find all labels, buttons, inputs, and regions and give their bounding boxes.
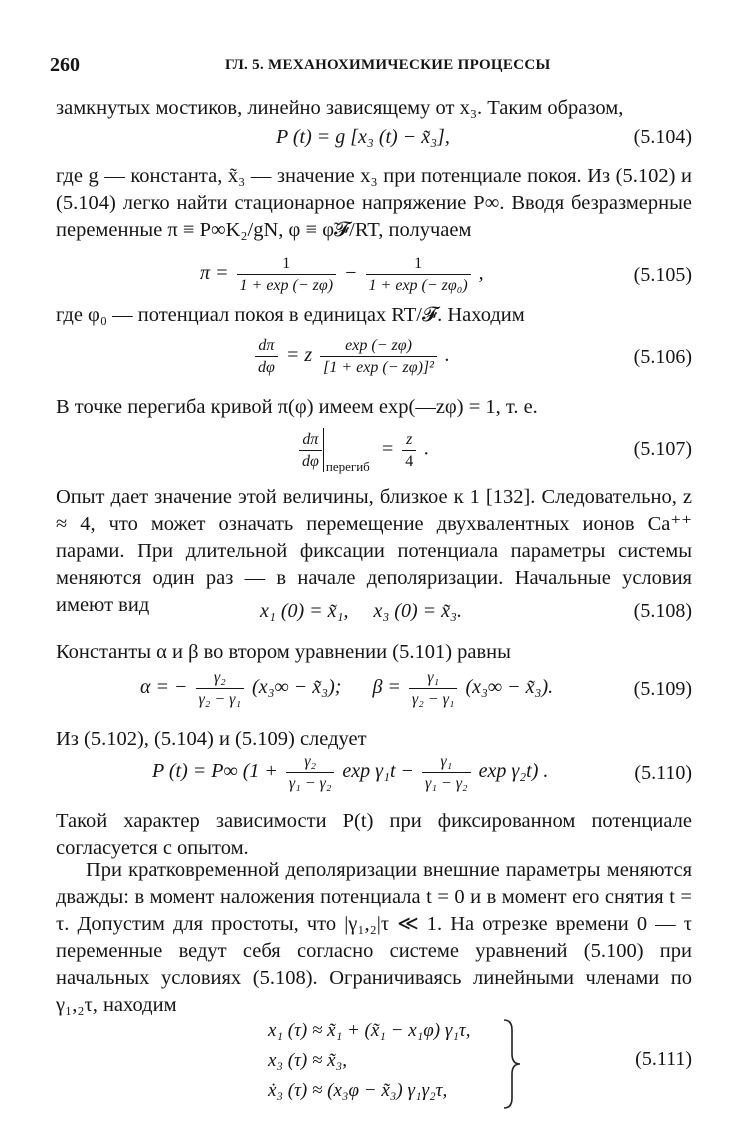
eq110-frac-2-num: γ₁	[422, 752, 471, 773]
eq106-mid: = z	[285, 344, 313, 367]
paragraph-5: Опыт дает значение этой величины, близкое к 1 [132]. Следовательно, z ≈ 4, что может означать перемещение двухвалентных ионов Ca⁺⁺ парами. При длительной фиксации потенциала параметры системы меняются один раз — в начале деполяризации. Начальные условия имеют вид	[56, 486, 692, 616]
equation-5-111-number: (5.111)	[635, 1048, 692, 1070]
eq109-frac-1-num: γ₂	[196, 668, 245, 689]
eq110-lhs: P (t) = P∞ (1 +	[152, 760, 278, 783]
equation-5-109	[40, 668, 692, 716]
equation-5-104-number: (5.104)	[633, 126, 692, 148]
equation-5-104	[40, 126, 692, 154]
eq110-frac-2-den: γ₁ − γ₂	[425, 775, 468, 792]
eq107-frac-2	[402, 430, 416, 471]
eq105-frac-1-num: 1	[237, 254, 337, 275]
page-number: 260	[50, 54, 80, 76]
eq106-frac-2-den: [1 + exp (− zφ)]²	[323, 359, 434, 376]
equation-5-109-number: (5.109)	[633, 678, 692, 700]
eq109-frac-2-num: γ₁	[409, 668, 458, 689]
eq107-tail: .	[424, 437, 430, 460]
equation-5-110-body	[152, 752, 548, 793]
eq109-beta: β =	[372, 676, 401, 699]
eq105-frac-1-den: 1 + exp (− zφ)	[239, 277, 334, 294]
paragraph-4: В точке перегиба кривой π(φ) имеем exp(—zφ) = 1, т. е.	[56, 396, 538, 418]
eq109-frac-1	[196, 668, 245, 709]
paragraph-7: Из (5.102), (5.104) и (5.109) следует	[56, 728, 367, 750]
eq106-frac-1-num: dπ	[255, 336, 278, 357]
paragraph-3: где φ₀ — потенциал покоя в единицах RT/𝓕. Находим	[56, 304, 525, 326]
eq111-right-brace	[502, 1018, 524, 1110]
equation-5-106-number: (5.106)	[633, 346, 692, 368]
eq109-frac-2	[409, 668, 458, 709]
eq109-beta-tail: (x₃∞ − x̃₃).	[465, 676, 554, 699]
equation-5-107-number: (5.107)	[633, 438, 692, 460]
eq106-frac-1-den: dφ	[258, 359, 275, 376]
eq107-frac-1	[299, 430, 322, 471]
paragraph-8: Такой характер зависимости P(t) при фиксированном потенциале согласуется с опытом.	[56, 810, 692, 859]
page-header	[50, 54, 700, 80]
equation-5-105-body	[200, 254, 484, 295]
equation-5-107-body	[296, 428, 429, 475]
eq105-lhs: π =	[200, 262, 229, 285]
equation-5-108	[40, 600, 692, 628]
eq106-frac-2	[320, 336, 437, 377]
eq111-line-3: ẋ₃ (τ) ≈ (x₃φ − x̃₃) γ₁γ₂τ,	[268, 1080, 448, 1101]
equation-5-110	[40, 752, 692, 800]
eq105-frac-2-num: 1	[366, 254, 471, 275]
eq110-tail: exp γ₂t) .	[478, 760, 549, 783]
eq105-tail: ,	[478, 262, 484, 285]
eq110-frac-1-num: γ₂	[286, 752, 335, 773]
equation-5-108-number: (5.108)	[633, 600, 692, 622]
eq107-subscript: перегиб	[325, 458, 370, 474]
equation-5-108-body: x₁ (0) = x̃₁, x₃ (0) = x̃₃.	[260, 600, 462, 622]
equation-5-110-number: (5.110)	[634, 762, 692, 784]
eq110-frac-1	[286, 752, 335, 793]
eq110-mid: exp γ₁t −	[342, 760, 415, 783]
eq111-line-1: x₁ (τ) ≈ x̃₁ + (x̃₁ − x₁φ) γ₁τ,	[268, 1020, 471, 1041]
eq106-frac-1	[255, 336, 278, 377]
eq109-frac-1-den: γ₂ − γ₁	[198, 691, 242, 708]
eq105-frac-2	[366, 254, 471, 295]
eq107-mid: =	[380, 437, 395, 460]
equation-5-109-body	[140, 668, 553, 709]
eq107-frac-2-den: 4	[405, 452, 414, 470]
equation-5-106	[40, 336, 692, 384]
paragraph-6: Константы α и β во втором уравнении (5.101) равны	[56, 641, 511, 663]
eq107-frac-2-num: z	[402, 430, 416, 451]
paragraph-1: замкнутых мостиков, линейно зависящему от x₃. Таким образом,	[56, 97, 624, 119]
eq109-alpha: α = −	[140, 676, 188, 699]
eq106-tail: .	[444, 344, 450, 367]
eq107-frac-1-num: dπ	[302, 430, 319, 448]
equation-5-106-body	[252, 336, 450, 377]
equation-5-104-body: P (t) = g [x₃ (t) − x̃₃],	[276, 126, 450, 148]
paragraph-2: где g — константа, x̃₃ — значение x₃ при потенциале покоя. Из (5.102) и (5.104) легко найти стационарное напряжение P∞. Вводя безразмерные переменные π ≡ P∞K₂/gN, φ ≡ φ̃𝓕/RT, получаем	[56, 165, 692, 241]
eq110-frac-1-den: γ₁ − γ₂	[288, 775, 332, 792]
paragraph-9: При кратковременной деполяризации внешние параметры меняются дважды: в момент наложения потенциала t = 0 и в момент его снятия t = τ. Допустим для простоты, что |γ₁,₂|τ ≪ 1. На отрезке времени 0 — τ переменные ведут себя согласно системе уравнений (5.100) при начальных условиях (5.108). Ограничиваясь линейными членами по γ₁,₂τ, находим	[56, 859, 692, 1016]
eq105-frac-2-den: 1 + exp (− zφ₀)	[368, 277, 468, 294]
eq111-line-2: x₃ (τ) ≈ x̃₃,	[268, 1050, 347, 1071]
eq109-alpha-tail: (x₃∞ − x̃₃);	[252, 676, 342, 699]
eq107-frac-1-den: dφ	[299, 450, 322, 471]
chapter-title: ГЛ. 5. МЕХАНОХИМИЧЕСКИЕ ПРОЦЕССЫ	[225, 57, 551, 73]
eq109-frac-2-den: γ₂ − γ₁	[411, 691, 455, 708]
eq106-frac-2-num: exp (− zφ)	[320, 336, 437, 357]
equation-5-105-number: (5.105)	[633, 264, 692, 286]
eq105-minus: −	[344, 262, 358, 285]
eq110-frac-2	[422, 752, 471, 793]
equation-5-107	[40, 428, 692, 476]
eq105-frac-1	[237, 254, 337, 295]
equation-5-105	[40, 254, 692, 302]
equation-5-111	[40, 1016, 692, 1112]
